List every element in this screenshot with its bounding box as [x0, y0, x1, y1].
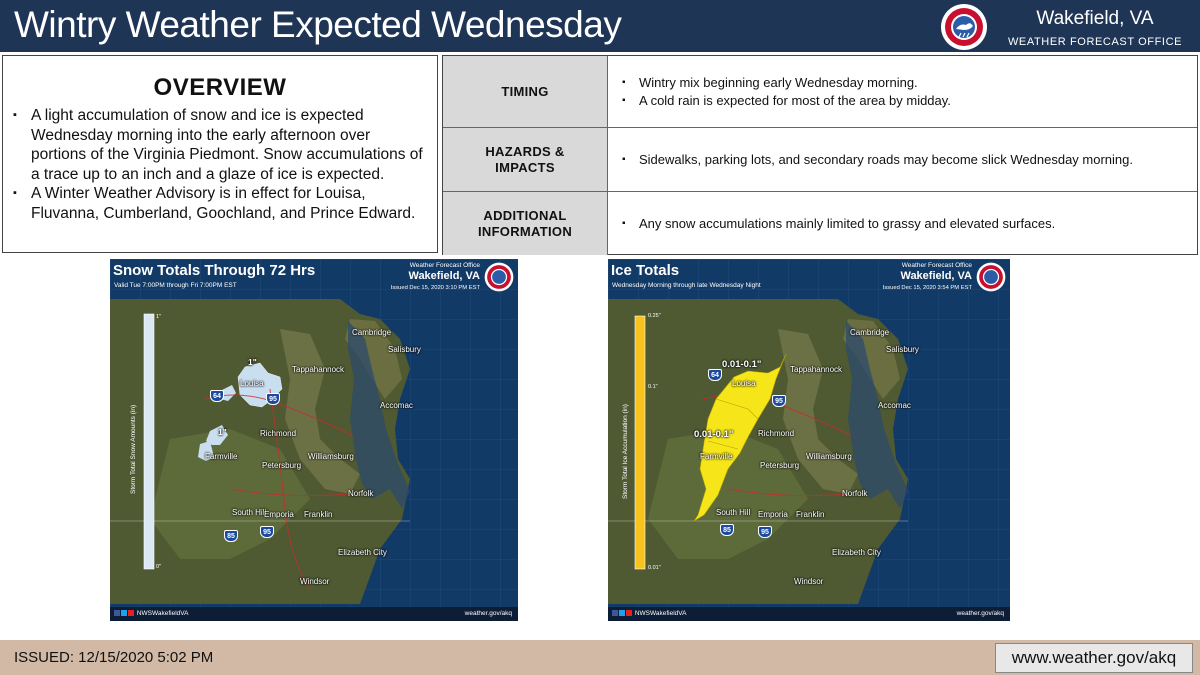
nws-logo-icon: [484, 262, 514, 292]
snow-amount-label: 1": [218, 427, 227, 437]
info-label: ADDITIONAL INFORMATION: [443, 192, 608, 255]
twitter-icon: [121, 610, 127, 616]
nws-logo-icon: [976, 262, 1006, 292]
nws-logo-icon: [940, 3, 988, 51]
snow-totals-map: [110, 259, 518, 621]
interstate-95-shield-icon: 95: [260, 526, 274, 538]
city-south-hill: South Hill: [716, 508, 751, 517]
city-farmville: Farmville: [205, 452, 238, 461]
info-value: [608, 128, 1197, 191]
city-tappahannock: Tappahannock: [790, 365, 843, 374]
info-item: ▪ Any snow accumulations mainly limited to grassy and elevated surfaces.: [622, 215, 1197, 233]
youtube-icon: [626, 610, 632, 616]
city-franklin: Franklin: [796, 510, 825, 519]
page-title: Wintry Weather Expected Wednesday: [14, 4, 622, 45]
city-cambridge: Cambridge: [850, 328, 890, 337]
ice-footer-handle: NWSWakefieldVA: [634, 610, 687, 617]
city-accomac: Accomac: [380, 401, 413, 410]
info-item: ▪ Sidewalks, parking lots, and secondary roads may become slick Wednesday morning.: [622, 151, 1197, 169]
ice-map-issued: Issued Dec 15, 2020 3:54 PM EST: [882, 285, 972, 291]
snow-scale-axis-label: Storm Total Snow Amounts (in): [130, 404, 137, 494]
city-cambridge: Cambridge: [352, 328, 392, 337]
snow-scale-bottom: 0": [156, 564, 162, 570]
city-salisbury: Salisbury: [388, 345, 421, 354]
city-richmond: Richmond: [758, 429, 795, 438]
snow-footer-url: weather.gov/akq: [464, 610, 512, 617]
interstate-95-shield-icon: 95: [266, 393, 280, 405]
city-norfolk: Norfolk: [348, 489, 374, 498]
snow-scale-top: 1": [156, 314, 162, 320]
info-label: TIMING: [443, 56, 608, 127]
snow-footer-social: [114, 610, 188, 617]
city-norfolk: Norfolk: [842, 489, 868, 498]
ice-map-graphic: [608, 259, 1010, 621]
ice-map-title: Ice Totals: [611, 262, 680, 279]
ice-wfo-location: Wakefield, VA: [900, 270, 972, 282]
overview-panel: [2, 55, 438, 253]
city-louisa: Louisa: [732, 379, 756, 388]
ice-totals-map: [608, 259, 1010, 621]
snow-map-title: Snow Totals Through 72 Hrs: [113, 262, 316, 279]
city-petersburg: Petersburg: [760, 461, 800, 470]
snow-wfo-label: Weather Forecast Office: [409, 262, 480, 269]
info-row-timing: [443, 56, 1197, 128]
info-row-hazards: [443, 128, 1197, 192]
ice-amount-label: 0.01-0.1": [694, 429, 734, 440]
interstate-95-shield-icon: 95: [772, 395, 786, 407]
issued-timestamp: ISSUED: 12/15/2020 5:02 PM: [14, 649, 214, 666]
ice-map-footer: [608, 607, 1010, 621]
snow-footer-handle: NWSWakefieldVA: [136, 610, 189, 617]
overview-bullet: ▪ A light accumulation of snow and ice is expected Wednesday morning into the early afternoon over portions of the Virginia Piedmont. Snow accumulations of a trace up to an inch and a glaze of ice is expected.: [11, 106, 423, 184]
interstate-64-shield-icon: 64: [210, 390, 224, 402]
snow-map-valid: Valid Tue 7:00PM through Fri 7:00PM EST: [114, 282, 237, 289]
office-block: [1000, 8, 1190, 48]
city-emporia: Emporia: [758, 510, 788, 519]
ice-footer-social: [612, 610, 686, 617]
ice-scale-top: 0.25": [648, 313, 661, 319]
office-location: Wakefield, VA: [1036, 8, 1154, 29]
info-item: ▪ A cold rain is expected for most of the area by midday.: [622, 92, 1197, 110]
office-name: WEATHER FORECAST OFFICE: [1007, 36, 1183, 48]
info-table: [442, 55, 1198, 255]
snow-map-graphic: [110, 259, 518, 621]
overview-heading: OVERVIEW: [153, 74, 287, 101]
twitter-icon: [619, 610, 625, 616]
city-louisa: Louisa: [240, 379, 264, 388]
ice-amount-label: 0.01-0.1": [722, 359, 762, 370]
snow-map-issued: Issued Dec 15, 2020 3:10 PM EST: [390, 285, 480, 291]
youtube-icon: [128, 610, 134, 616]
city-richmond: Richmond: [260, 429, 297, 438]
ice-map-wfo: [883, 262, 972, 291]
city-williamsburg: Williamsburg: [308, 452, 354, 461]
info-item: ▪ Wintry mix beginning early Wednesday morning.: [622, 74, 1197, 92]
overview-bullet: ▪ A Winter Weather Advisory is in effect for Louisa, Fluvanna, Cumberland, Goochland, and Prince Edward.: [11, 184, 423, 223]
interstate-85-shield-icon: 85: [720, 524, 734, 536]
website-link[interactable]: www.weather.gov/akq: [995, 643, 1193, 673]
snow-wfo-location: Wakefield, VA: [408, 270, 480, 282]
city-franklin: Franklin: [304, 510, 333, 519]
info-value: [608, 56, 1197, 127]
interstate-85-shield-icon: 85: [224, 530, 238, 542]
header-banner: [0, 0, 1200, 52]
city-salisbury: Salisbury: [886, 345, 919, 354]
city-tappahannock: Tappahannock: [292, 365, 345, 374]
interstate-95-shield-icon: 95: [758, 526, 772, 538]
city-windsor: Windsor: [300, 577, 330, 586]
ice-scale-axis-label: Storm Total Ice Accumulation (in): [622, 404, 629, 499]
snow-amount-label: 1": [248, 357, 257, 367]
city-farmville: Farmville: [700, 452, 733, 461]
info-value: [608, 192, 1197, 255]
facebook-icon: [612, 610, 618, 616]
city-accomac: Accomac: [878, 401, 911, 410]
city-petersburg: Petersburg: [262, 461, 302, 470]
city-south-hill: South Hill: [232, 508, 267, 517]
city-williamsburg: Williamsburg: [806, 452, 852, 461]
snow-map-wfo: [391, 262, 480, 291]
info-row-additional: [443, 192, 1197, 255]
ice-scale-bottom: 0.01": [648, 565, 661, 571]
interstate-64-shield-icon: 64: [708, 369, 722, 381]
city-emporia: Emporia: [264, 510, 294, 519]
info-label: HAZARDS & IMPACTS: [443, 128, 608, 191]
city-windsor: Windsor: [794, 577, 824, 586]
ice-scale-mid: 0.1": [648, 384, 658, 390]
snow-map-footer: [110, 607, 518, 621]
ice-wfo-label: Weather Forecast Office: [901, 262, 972, 269]
city-elizabeth-city: Elizabeth City: [832, 548, 881, 557]
overview-list: [11, 106, 423, 224]
facebook-icon: [114, 610, 120, 616]
ice-map-valid: Wednesday Morning through late Wednesday Night: [612, 282, 761, 289]
ice-footer-url: weather.gov/akq: [956, 610, 1004, 617]
city-elizabeth-city: Elizabeth City: [338, 548, 387, 557]
